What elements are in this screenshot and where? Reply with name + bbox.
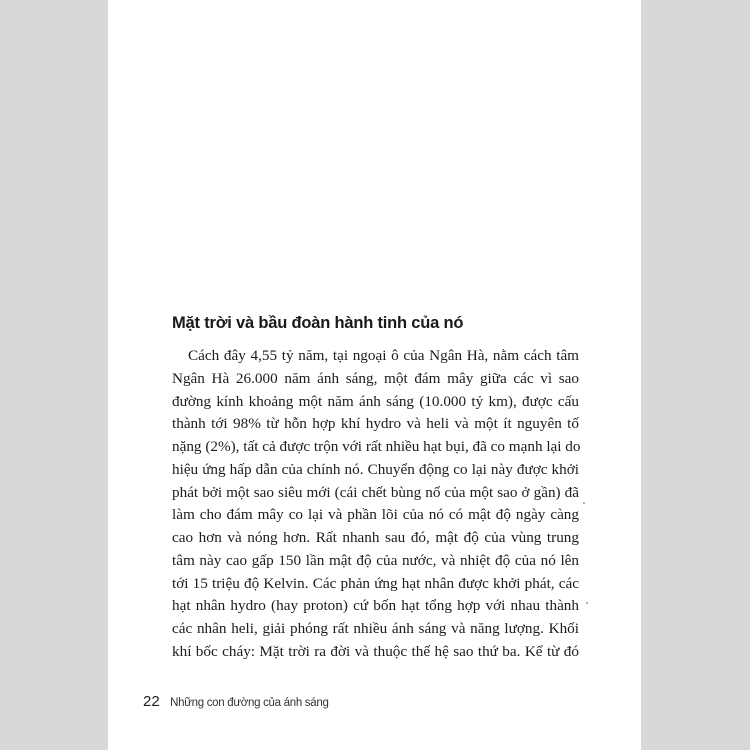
paragraph-line: cao hơn và nóng hơn. Rất nhanh sau đó, mật độ của vùng trung [172,529,579,546]
page-number: 22 [143,693,160,710]
paragraph-line: các nhân heli, giải phóng rất nhiều ánh sáng và năng lượng. Khối [172,620,579,637]
paragraph-line: hạt nhân hydro (hay proton) cứ bốn hạt tổng hợp với nhau thành [172,597,579,615]
paragraph-line: Ngân Hà 26.000 năm ánh sáng, một đám mây giữa các vì sao [172,369,579,387]
paragraph-line: tâm này cao gấp 150 lần mật độ của nước, và nhiệt độ của nó lên [172,551,579,569]
paragraph-line: đường kính khoảng một năm ánh sáng (10.000 tỷ km), được cấu [172,392,579,410]
paragraph-line: Cách đây 4,55 tỷ năm, tại ngoại ô của Ngân Hà, nằm cách tâm [188,347,579,364]
scan-speck [583,502,585,504]
paragraph-line: nặng (2%), tất cả được trộn với rất nhiều hạt bụi, đã co mạnh lại do [172,438,581,455]
paragraph-line: làm cho đám mây co lại và phần lõi của nó có mật độ ngày càng [172,506,579,524]
paragraph-line: khí bốc cháy: Mặt trời ra đời và thuộc thế hệ sao thứ ba. Kể từ đó [172,642,579,660]
paragraph-line: tới 15 triệu độ Kelvin. Các phản ứng hạt nhân được khởi phát, các [172,574,579,592]
paragraph-line: thành tới 98% từ hỗn hợp khí hydro và heli và một ít nguyên tố [172,415,579,433]
page-footer [143,693,329,711]
paragraph-line: phát bởi một sao siêu mới (cái chết bùng nổ của một sao ở gần) đã [172,483,579,501]
body-paragraph [172,345,579,664]
book-page [108,0,641,750]
paragraph-line: hiệu ứng hấp dẫn của chính nó. Chuyển động co lại này được khởi [172,460,579,478]
section-heading: Mặt trời và bầu đoàn hành tinh của nó [172,314,464,332]
running-title: Những con đường của ánh sáng [170,697,329,709]
scan-speck [586,602,588,604]
